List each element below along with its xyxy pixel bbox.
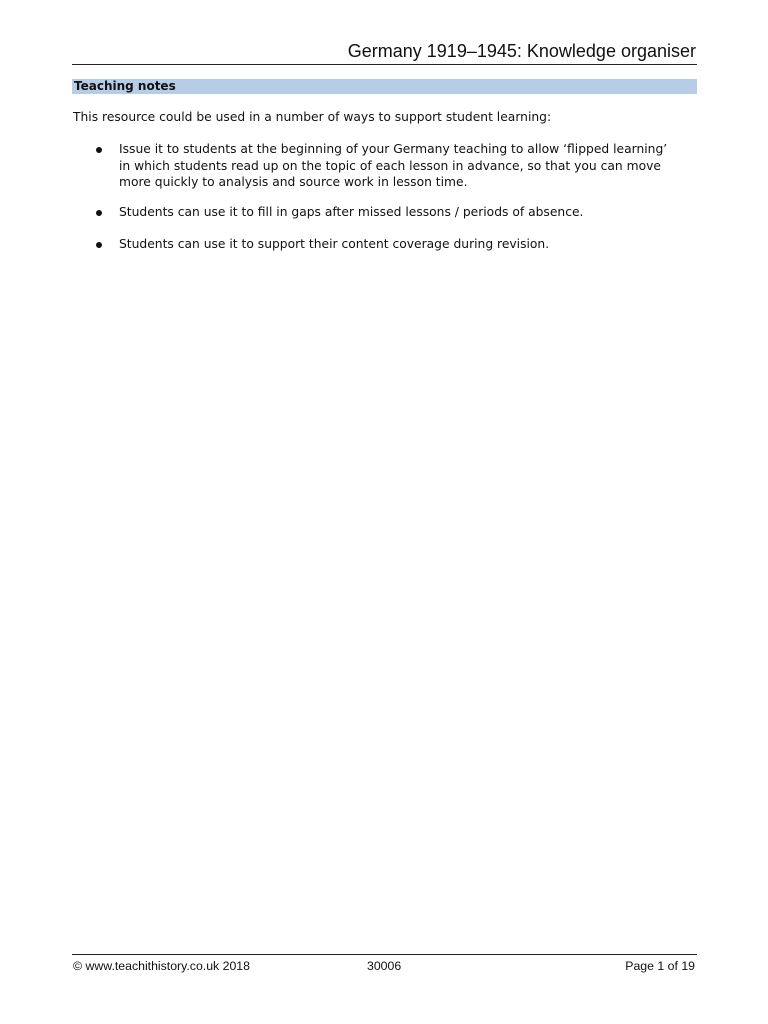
- page-header: [72, 38, 697, 65]
- section-heading-highlight: [72, 79, 697, 94]
- footer-resource-code: 30006: [367, 959, 402, 973]
- bullet-icon: [96, 242, 102, 248]
- list-item-line: more quickly to analysis and source work in lesson time.: [119, 175, 468, 189]
- list-item-line: Students can use it to fill in gaps after missed lessons / periods of absence.: [119, 205, 584, 219]
- bullet-icon: [96, 210, 102, 216]
- intro-paragraph: This resource could be used in a number of ways to support student learning:: [73, 110, 552, 124]
- footer-copyright: © www.teachithistory.co.uk 2018: [73, 959, 250, 973]
- bullet-icon: [96, 147, 102, 153]
- list-item-text: [119, 141, 704, 191]
- list-item-line: Issue it to students at the beginning of your Germany teaching to allow ‘flipped learning’: [119, 142, 668, 156]
- list-item-line: in which students read up on the topic of each lesson in advance, so that you can move: [119, 158, 661, 173]
- page-title: Germany 1919–1945: Knowledge organiser: [347, 41, 696, 61]
- page-footer: [72, 954, 697, 977]
- list-item-text: [119, 204, 704, 221]
- footer-page-number: Page 1 of 19: [625, 959, 695, 973]
- section-heading: Teaching notes: [74, 79, 176, 93]
- list-item-text: [119, 236, 704, 253]
- list-item-line: Students can use it to support their content coverage during revision.: [119, 237, 550, 251]
